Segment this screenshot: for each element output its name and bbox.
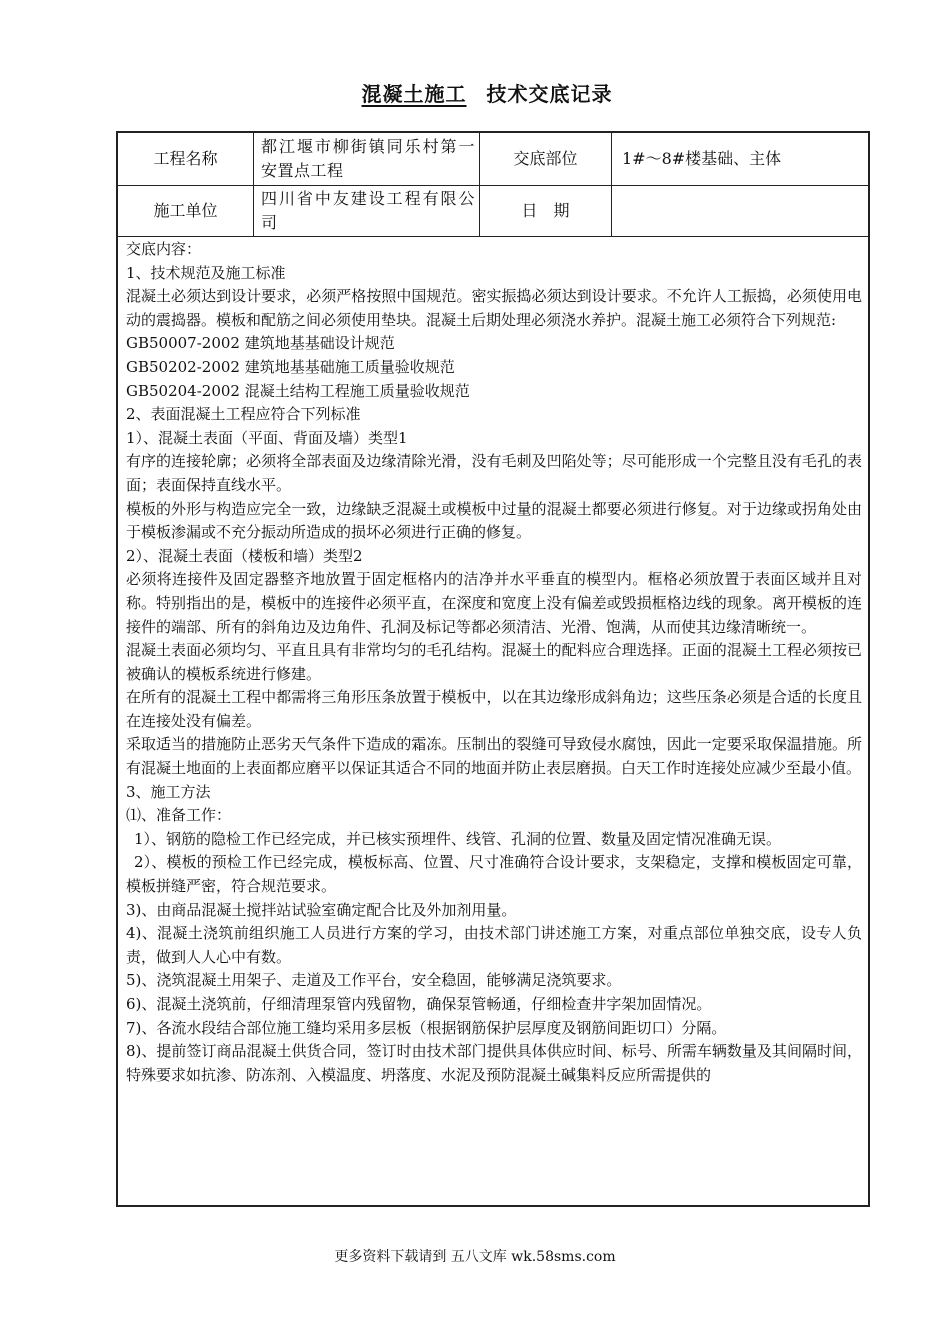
content-paragraph: 混凝土表面必须均匀、平直且具有非常均匀的毛孔结构。混凝土的配料应合理选择。正面的混凝土工程必须按已被确认的模板系统进行修建。: [126, 641, 862, 683]
handover-content: [126, 238, 862, 1087]
content-paragraph: GB50204-2002 混凝土结构工程施工质量验收规范: [126, 381, 470, 400]
content-paragraph: 有序的连接轮廓；必须将全部表面及边缘清除光滑，没有毛刺及凹陷处等；尽可能形成一个完整且没有毛孔的表面；表面保持直线水平。: [126, 452, 862, 494]
header-row-project: [118, 133, 868, 186]
content-paragraph: 3)、由商品混凝土搅拌站试验室确定配合比及外加剂用量。: [126, 900, 517, 919]
content-paragraph: 5)、浇筑混凝土用架子、走道及工作平台，安全稳固，能够满足浇筑要求。: [126, 971, 622, 990]
content-paragraph: 必须将连接件及固定器整齐地放置于固定框格内的洁净并水平垂直的模型内。框格必须放置于表面区域并且对称。特别指出的是，模板中的连接件必须平直，在深度和宽度上没有偏差或毁损框格边线的现象。离开模板的连接件的端部、所有的斜角边及边角件、孔洞及标记等都必须清洁、光滑、饱满，从而使其边缘清晰统一。: [126, 570, 862, 636]
content-paragraph: GB50202-2002 建筑地基基础施工质量验收规范: [126, 357, 455, 376]
project-name-value: 都江堰市柳街镇同乐村第一安置点工程: [254, 133, 480, 185]
content-paragraph: GB50007-2002 建筑地基基础设计规范: [126, 334, 395, 353]
content-paragraph: 混凝土必须达到设计要求，必须严格按照中国规范。密实振捣必须达到设计要求。不允许人工振捣，必须使用电动的震捣器。模板和配筋之间必须使用垫块。混凝土后期处理必须浇水养护。混凝土施工必须符合下列规范:: [126, 287, 862, 329]
content-paragraph: 6)、混凝土浇筑前，仔细清理泵管内残留物，确保泵管畅通，仔细检查井字架加固情况。: [126, 995, 712, 1013]
title-underlined-part: 混凝土施工: [361, 82, 467, 106]
header-row-contractor: [118, 186, 868, 237]
content-paragraph: 3、施工方法: [126, 782, 211, 801]
content-paragraph: 2、表面混凝土工程应符合下列标准: [126, 405, 361, 424]
content-paragraph: ⑴、准备工作：: [126, 806, 232, 825]
content-paragraph: 4)、混凝土浇筑前组织施工人员进行方案的学习，由技术部门讲述施工方案，对重点部位单独交底，设专人负责，做到人人心中有数。: [126, 924, 862, 966]
content-paragraph: 在所有的混凝土工程中都需将三角形压条放置于模板中，以在其边缘形成斜角边；这些压条必须是合适的长度且在连接处没有偏差。: [126, 688, 862, 730]
project-name-label: 工程名称: [118, 133, 254, 185]
content-paragraph: 模板的外形与构造应完全一致，边缘缺乏混凝土或模板中过量的混凝土都要必须进行修复。对于边缘或拐角处由于模板渗漏或不充分振动所造成的损坏必须进行正确的修复。: [126, 499, 862, 542]
content-paragraph: 1、技术规范及施工标准: [126, 263, 286, 282]
content-paragraph: 1）、混凝土表面（平面、背面及墙）类型1: [126, 428, 408, 447]
content-paragraph: 7)、各流水段结合部位施工缝均采用多层板（根据钢筋保护层厚度及钢筋间距切口）分隔。: [126, 1018, 727, 1037]
content-paragraph: 8)、提前签订商品混凝土供货合同，签订时由技术部门提供具体供应时间、标号、所需车辆数量及其间隔时间，特殊要求如抗渗、防冻剂、入模温度、坍落度、水泥及预防混凝土碱集料反应所需提供的: [126, 1042, 862, 1084]
contractor-label: 施工单位: [118, 186, 254, 236]
title-rest-part: 技术交底记录: [486, 82, 613, 106]
content-paragraph: 1）、钢筋的隐检工作已经完成，并已核实预埋件、线管、孔洞的位置、数量及固定情况准确无误。: [134, 829, 782, 848]
content-paragraph: 2）、混凝土表面（楼板和墙）类型2: [126, 546, 363, 565]
date-label: 日 期: [480, 186, 612, 236]
contractor-value: 四川省中友建设工程有限公司: [254, 186, 480, 236]
content-paragraph: 交底内容：: [126, 240, 202, 258]
content-paragraph: 2）、模板的预检工作已经完成，模板标高、位置、尺寸准确符合设计要求，支架稳定，支撑和模板固定可靠，模板拼缝严密，符合规范要求。: [126, 853, 862, 896]
footer-note: 更多资料下载请到 五八文库 wk.58sms.com: [334, 1249, 616, 1265]
handover-record-table: [116, 131, 870, 1207]
document-title: [0, 80, 950, 108]
date-value: [612, 186, 868, 236]
content-paragraph: 采取适当的措施防止恶劣天气条件下造成的霜冻。压制出的裂缝可导致侵水腐蚀，因此一定要采取保温措施。所有混凝土地面的上表面都应磨平以保证其适合不同的地面并防止表层磨损。白天工作时连接处应减少至最小值。: [126, 735, 862, 778]
handover-part-label: 交底部位: [480, 133, 612, 185]
handover-part-value: 1#～8#楼基础、主体: [622, 149, 782, 168]
